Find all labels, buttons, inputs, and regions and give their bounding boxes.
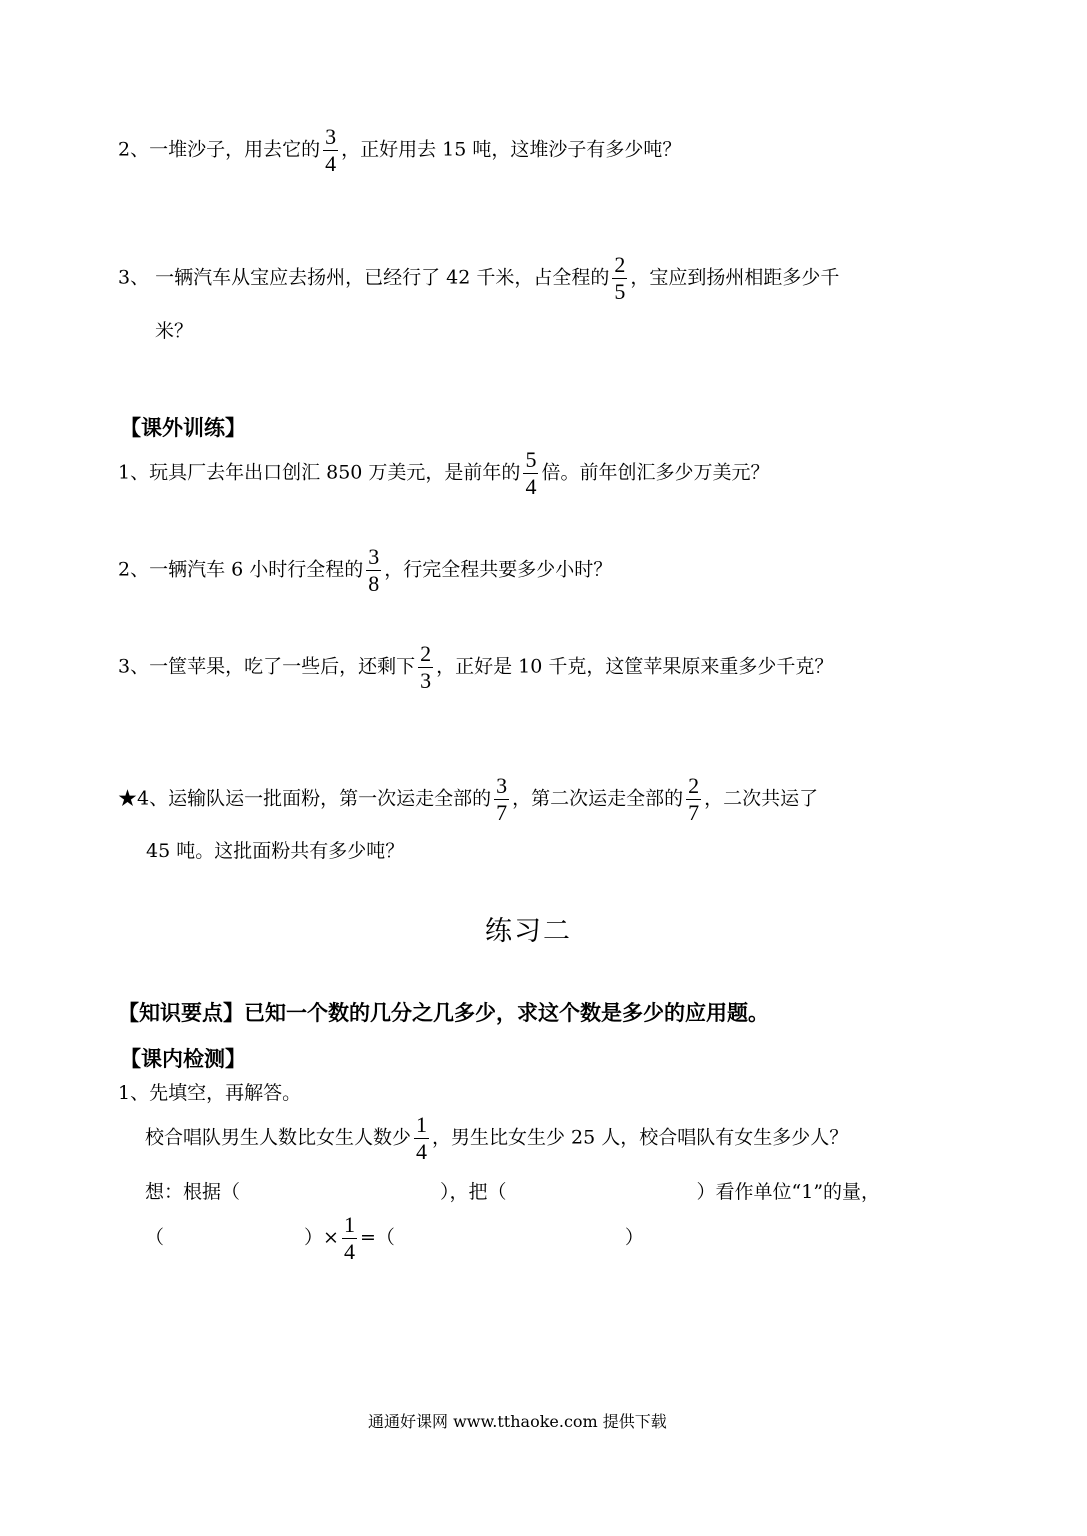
- denominator: 5: [614, 279, 626, 304]
- numerator: 5: [525, 447, 537, 472]
- extra-problem-2: [118, 546, 612, 595]
- denominator: 3: [420, 668, 432, 693]
- knowledge-label: 【知识要点】: [118, 1001, 244, 1025]
- problem-3-car: [118, 254, 839, 303]
- knowledge-text: 已知一个数的几分之几多少，求这个数是多少的应用题。: [244, 1001, 769, 1025]
- denominator: 4: [525, 474, 537, 499]
- denominator: 4: [343, 1239, 355, 1264]
- equation-text: ）: [624, 1226, 644, 1249]
- fraction: [414, 1114, 429, 1163]
- problem-text: 米？: [155, 320, 194, 342]
- problem-3-continued: [155, 322, 193, 341]
- numerator: 2: [614, 252, 626, 277]
- equation-text: ）×: [304, 1226, 339, 1249]
- numerator: 2: [688, 773, 700, 798]
- fraction: [523, 449, 538, 498]
- problem-text: 1、玩具厂去年出口创汇 850 万美元，是前年的: [118, 461, 521, 484]
- problem-text: 校合唱队男生人数比女生人数少: [145, 1126, 412, 1149]
- equation-text: （: [145, 1226, 165, 1249]
- question-1-intro: 1、先填空，再解答。: [118, 1082, 302, 1104]
- fraction: [494, 775, 509, 824]
- exercise-title: 练习二: [485, 916, 572, 947]
- fraction: [686, 775, 701, 824]
- problem-text: 3、一筐苹果，吃了一些后，还剩下: [118, 655, 416, 678]
- think-line: [145, 1183, 880, 1202]
- equation-text: =（: [359, 1226, 395, 1249]
- problem-text: ，二次共运了: [704, 787, 819, 810]
- question-1-statement: [145, 1114, 848, 1163]
- denominator: 7: [496, 800, 508, 825]
- denominator: 4: [416, 1139, 428, 1164]
- fraction: [342, 1214, 357, 1263]
- problem-text: 2、一辆汽车 6 小时行全程的: [118, 558, 364, 581]
- page-footer: 通通好课网 www.tthaoke.com 提供下载: [368, 1412, 667, 1431]
- numerator: 3: [368, 544, 380, 569]
- numerator: 3: [325, 124, 337, 149]
- think-text: ），把（: [440, 1181, 507, 1203]
- denominator: 4: [325, 151, 337, 176]
- think-text: ）看作单位“1”的量，: [696, 1181, 881, 1203]
- problem-text: 45 吨。这批面粉共有多少吨？: [146, 840, 405, 862]
- fraction: [418, 643, 433, 692]
- numerator: 1: [416, 1112, 428, 1137]
- problem-text: 2、一堆沙子，用去它的: [118, 138, 321, 161]
- problem-text: ，第二次运走全部的: [512, 787, 684, 810]
- star-problem-4-continued: [146, 842, 404, 861]
- denominator: 7: [688, 800, 700, 825]
- equation-line: [145, 1214, 644, 1263]
- problem-text: ，男生比女生少 25 人，校合唱队有女生多少人？: [432, 1126, 849, 1149]
- numerator: 3: [496, 773, 508, 798]
- fraction: [323, 126, 338, 175]
- denominator: 8: [368, 571, 380, 596]
- problem-text: 3、 一辆汽车从宝应去扬州，已经行了 42 千米，占全程的: [118, 266, 610, 289]
- section-heading-in-class: 【课内检测】: [120, 1047, 246, 1071]
- think-text: 想：根据（: [145, 1181, 241, 1203]
- fraction: [366, 546, 381, 595]
- problem-text: 倍。前年创汇多少万美元？: [541, 461, 770, 484]
- problem-2-sand: [118, 126, 681, 175]
- numerator: 2: [420, 641, 432, 666]
- star-problem-4: [118, 775, 818, 824]
- problem-text: ，正好是 10 千克，这筐苹果原来重多少千克？: [436, 655, 834, 678]
- fraction: [612, 254, 627, 303]
- extra-problem-3: [118, 643, 833, 692]
- problem-text: ，正好用去 15 吨，这堆沙子有多少吨？: [341, 138, 682, 161]
- problem-text: ★4、运输队运一批面粉，第一次运走全部的: [118, 787, 492, 810]
- problem-text: ，行完全程共要多少小时？: [384, 558, 613, 581]
- section-heading-extra: 【课外训练】: [120, 416, 246, 440]
- extra-problem-1: [118, 449, 769, 498]
- numerator: 1: [343, 1212, 355, 1237]
- problem-text: ，宝应到扬州相距多少千: [630, 266, 840, 289]
- knowledge-points: [118, 1003, 769, 1024]
